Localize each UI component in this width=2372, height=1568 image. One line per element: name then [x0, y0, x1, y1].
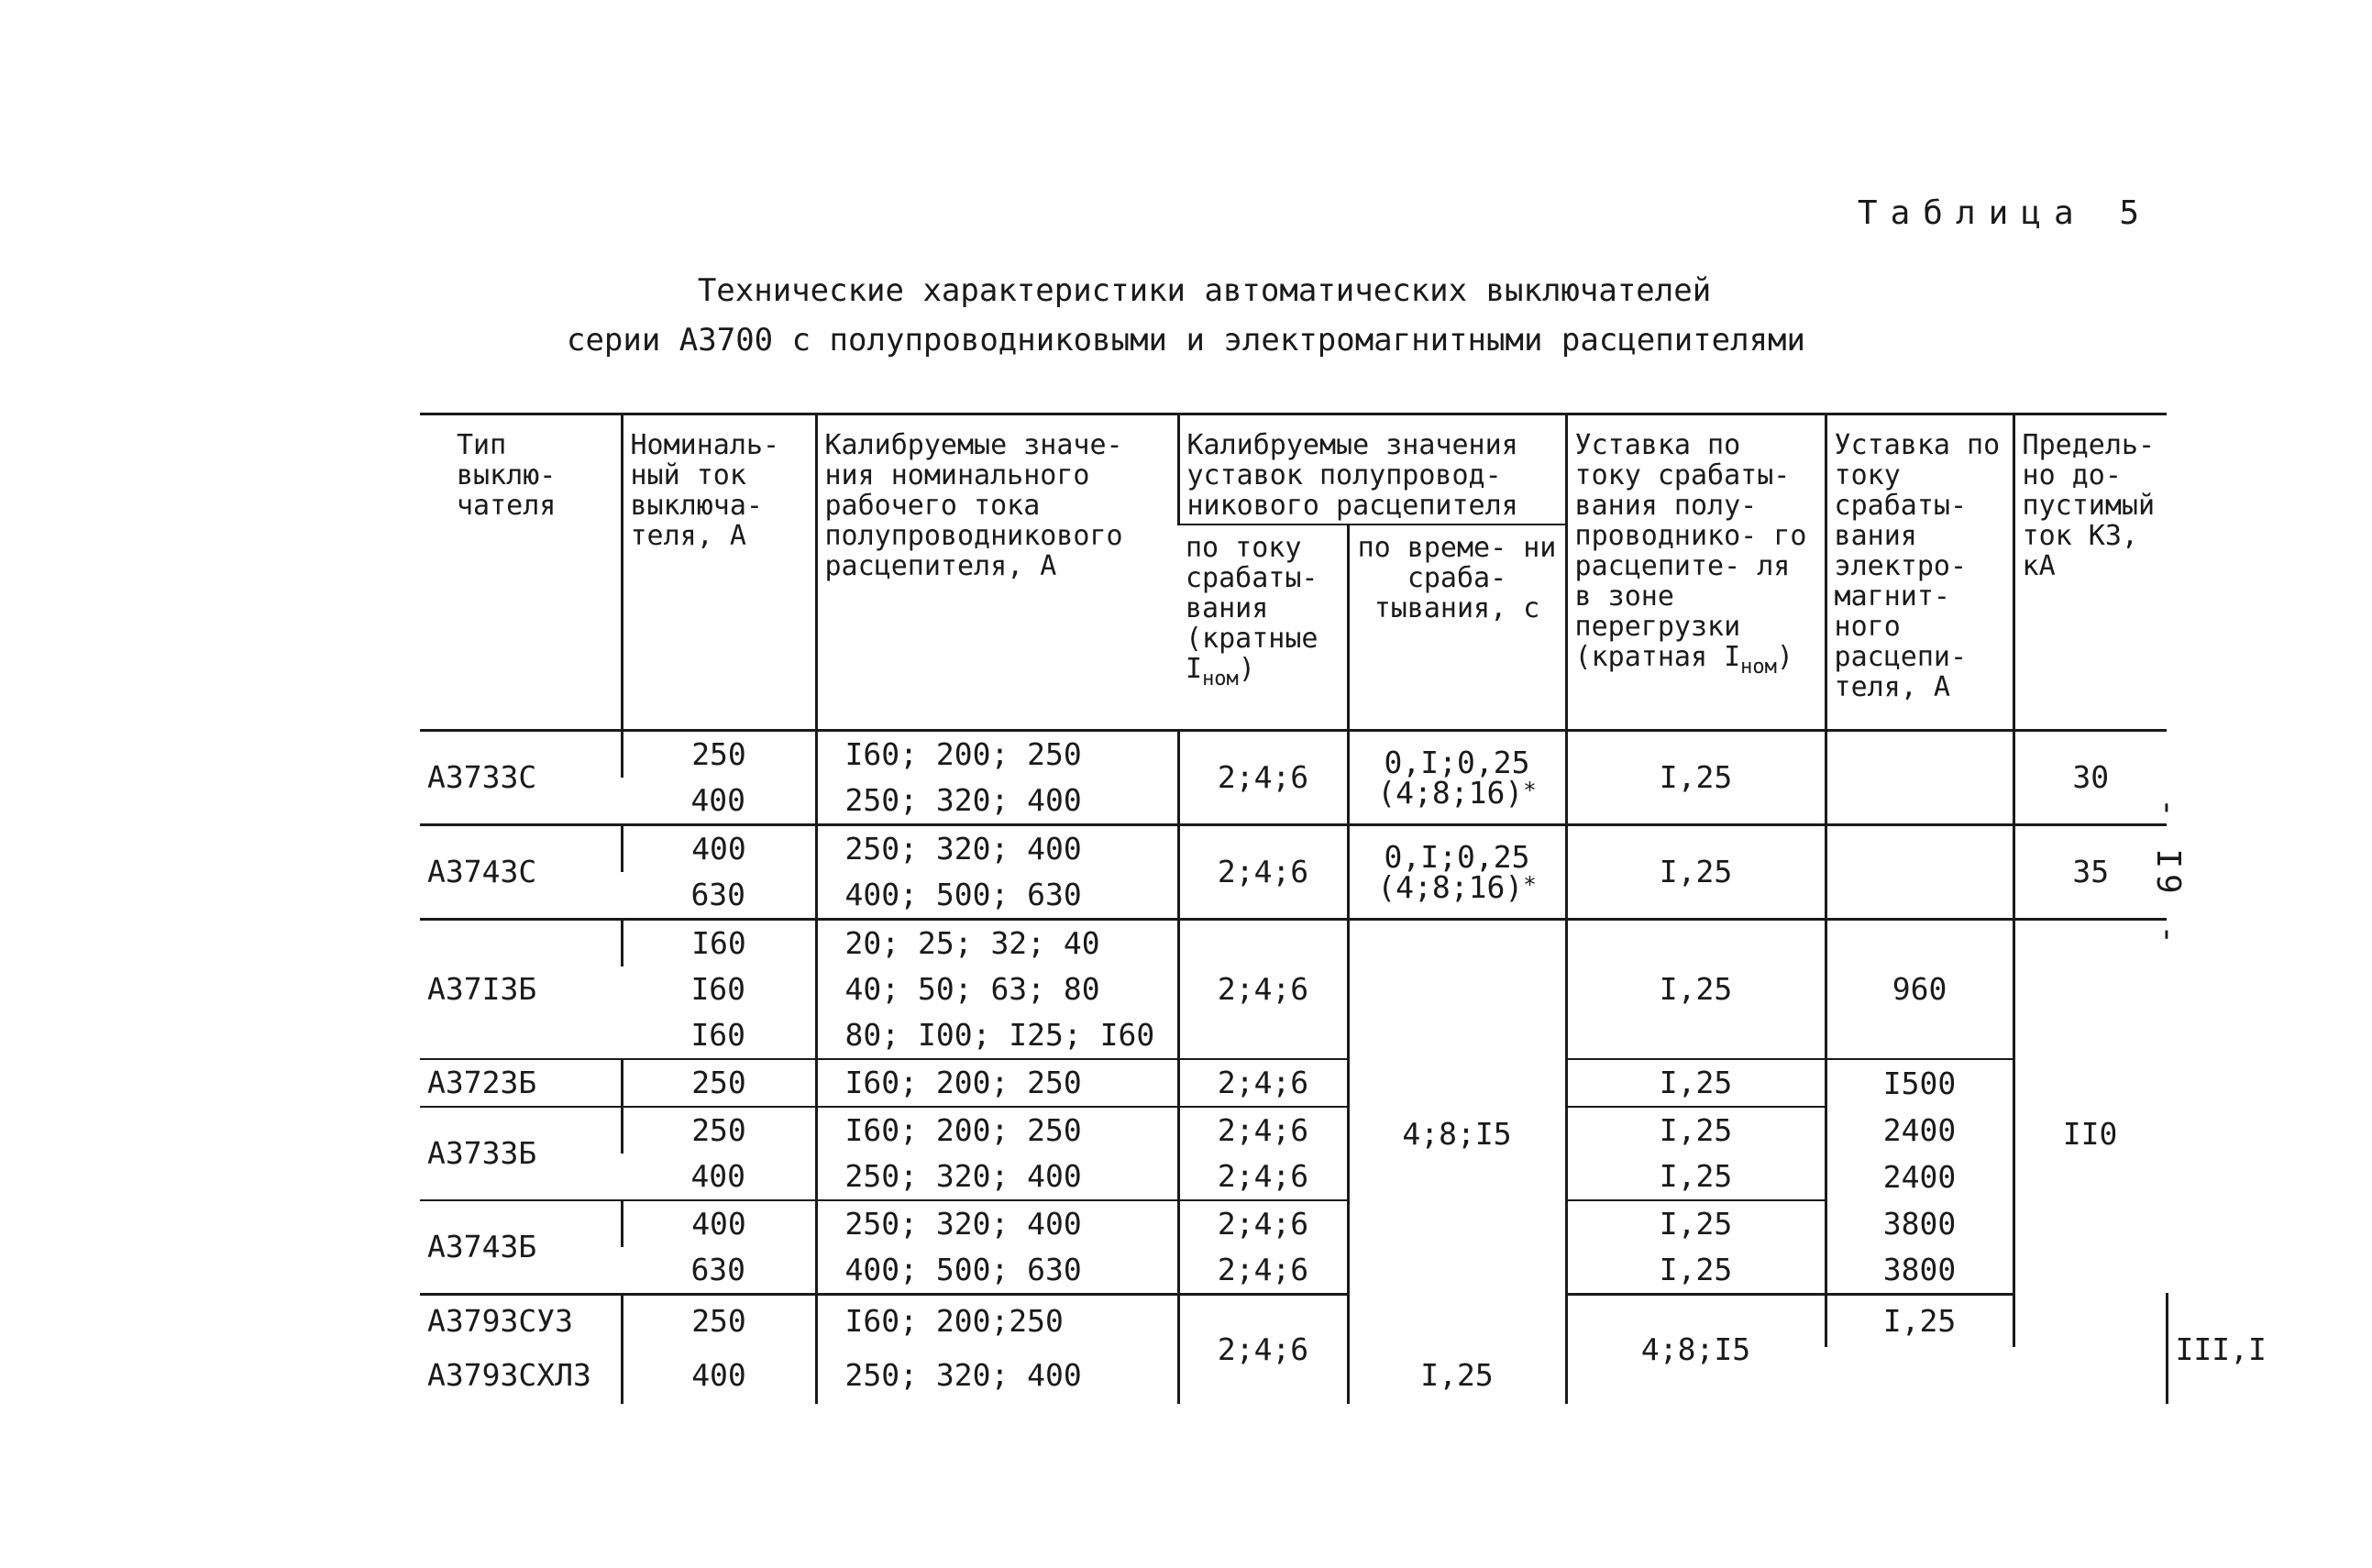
trip-multiple: 2;4;6	[1178, 920, 1348, 1060]
trip-time: 0,I;0,25 (4;8;16)*	[1348, 731, 1566, 825]
short-circuit-limit: 30	[2013, 731, 2167, 825]
rated-current: 250	[622, 731, 816, 778]
working-current: I60; 200; 250	[816, 1107, 1178, 1154]
trip-multiple: 2;4;6	[1178, 1154, 1348, 1200]
working-current: I60; 200; 250	[816, 1059, 1178, 1107]
em-setting	[1826, 731, 2013, 825]
working-current: 250; 320; 400	[816, 825, 1178, 873]
breaker-type: А37I3Б	[420, 920, 622, 1060]
table-row	[420, 825, 2167, 873]
rated-current: 250	[622, 1295, 816, 1348]
working-current: 400; 500; 630	[816, 1247, 1178, 1295]
em-setting	[1826, 825, 2013, 920]
trip-multiple: 2;4;6	[1178, 825, 1348, 920]
em-setting: I500	[1826, 1059, 2013, 1107]
em-setting: 960	[1826, 920, 2013, 1060]
rated-current: I60	[690, 1017, 746, 1053]
overload-setting: I,25	[1566, 731, 1826, 825]
trip-multiple: 2;4;6	[1178, 1295, 1348, 1405]
table-row	[420, 1107, 2167, 1154]
rated-current: 400	[622, 825, 816, 873]
working-current: 20; 25; 32; 40	[816, 920, 1178, 967]
table-row	[420, 1154, 2167, 1200]
working-current: I60; 200; 250	[816, 731, 1178, 778]
short-circuit-limit: 35	[2013, 825, 2167, 920]
trip-multiple: 2;4;6	[1178, 1059, 1348, 1107]
em-setting: 2400	[1826, 1107, 2013, 1154]
working-current: 80; I00; I25; I60	[816, 1012, 1178, 1059]
table-title	[0, 266, 2372, 365]
trip-time: 4;8;I5	[1566, 1295, 1826, 1405]
working-current: 250; 320; 400	[816, 778, 1178, 825]
trip-time: 4;8;I5	[1348, 920, 1566, 1348]
table-row	[420, 1059, 2167, 1107]
breaker-type: А3723Б	[420, 1059, 622, 1107]
em-setting: 2400	[1826, 1154, 2013, 1200]
table-title-line-2: серии А3700 с полупроводниковыми и электромагнитными расцепителями	[566, 322, 1805, 359]
breaker-type: А3793СХЛ3	[427, 1357, 591, 1393]
table-row	[420, 920, 2167, 967]
breaker-type: А3793СУ3	[420, 1295, 622, 1348]
rated-current: 400	[690, 1158, 746, 1194]
table-row	[420, 731, 2167, 778]
breaker-type: А3733Б	[420, 1107, 622, 1200]
trip-multiple: 2;4;6	[1178, 1247, 1348, 1295]
rated-current: 250	[622, 1107, 816, 1154]
breaker-type: А3743Б	[420, 1200, 622, 1295]
page-number: - I9 -	[2149, 798, 2187, 951]
header-semiconductor-group: Калибруемые значения уставок полупровод- никового расцепителя	[1178, 414, 1566, 525]
trip-multiple: 2;4;6	[1178, 731, 1348, 825]
rated-current: I60	[622, 920, 816, 967]
table-number-label: Таблица 5	[1857, 194, 2152, 232]
trip-time: 0,I;0,25 (4;8;16)*	[1348, 825, 1566, 920]
header-overload-setting: Уставка по току срабаты- вания полу- проводнико- го расцепите- ля в зоне перегрузки (кратная $I_{ном}$)	[1566, 414, 1826, 731]
overload-setting: I,25	[1566, 1107, 1826, 1154]
working-current: 40; 50; 63; 80	[816, 966, 1178, 1012]
rated-current: 400	[622, 1347, 816, 1404]
header-short-circuit-limit: Предель- но до- пустимый ток КЗ, кА	[2013, 414, 2167, 731]
overload-setting: I,25	[1566, 1200, 1826, 1247]
rated-current: 400	[622, 1200, 816, 1247]
short-circuit-limit: II0	[2013, 920, 2167, 1348]
header-type: Тип выклю- чателя	[420, 414, 622, 731]
rated-current: 250	[622, 1059, 816, 1107]
header-trip-current-multiple: по току срабаты- вания (кратные $I_{ном}$)	[1186, 532, 1318, 690]
working-current: 250; 320; 400	[816, 1347, 1178, 1404]
working-current: 250; 320; 400	[816, 1200, 1178, 1247]
overload-setting: I,25	[1826, 1295, 2013, 1348]
rated-current: 400	[690, 782, 746, 818]
header-electromagnetic-setting: Уставка по току срабаты- вания электро- магнит- ного расцепи- теля, А	[1826, 414, 2013, 731]
table-row: А3793СУ3 250 I60; 200;250 2;4;6 4;8;I5 I,25 III,I	[420, 1295, 2167, 1348]
working-current: I60; 200;250	[816, 1295, 1178, 1348]
trip-multiple: 2;4;6	[1178, 1107, 1348, 1154]
rated-current: 630	[690, 1252, 746, 1287]
rated-current: I60	[690, 971, 746, 1007]
table-row	[420, 1200, 2167, 1247]
header-rated-current: Номиналь- ный ток выключа- теля, А	[622, 414, 816, 731]
table-title-line-1: Технические характеристики автоматических выключателей	[697, 272, 1712, 309]
em-setting: 3800	[1826, 1200, 2013, 1247]
overload-setting: I,25	[1566, 1247, 1826, 1295]
em-setting: 3800	[1826, 1247, 2013, 1295]
header-trip-time: по време- ни сраба- тывания, с	[1348, 525, 1566, 731]
rated-current: 630	[690, 877, 746, 912]
overload-setting: I,25	[1566, 1059, 1826, 1107]
overload-setting: I,25	[1566, 825, 1826, 920]
overload-setting: I,25	[1348, 1347, 1566, 1404]
overload-setting: I,25	[1566, 920, 1826, 1060]
working-current: 250; 320; 400	[816, 1154, 1178, 1200]
table-row	[420, 1247, 2167, 1295]
working-current: 400; 500; 630	[816, 872, 1178, 920]
trip-multiple: 2;4;6	[1178, 1200, 1348, 1247]
breaker-type: А3733С	[420, 731, 622, 825]
overload-setting: I,25	[1566, 1154, 1826, 1200]
header-working-current: Калибруемые значе- ния номинального рабочего тока полупроводникового расцепителя, А	[816, 414, 1178, 731]
breaker-type: А3743С	[420, 825, 622, 920]
